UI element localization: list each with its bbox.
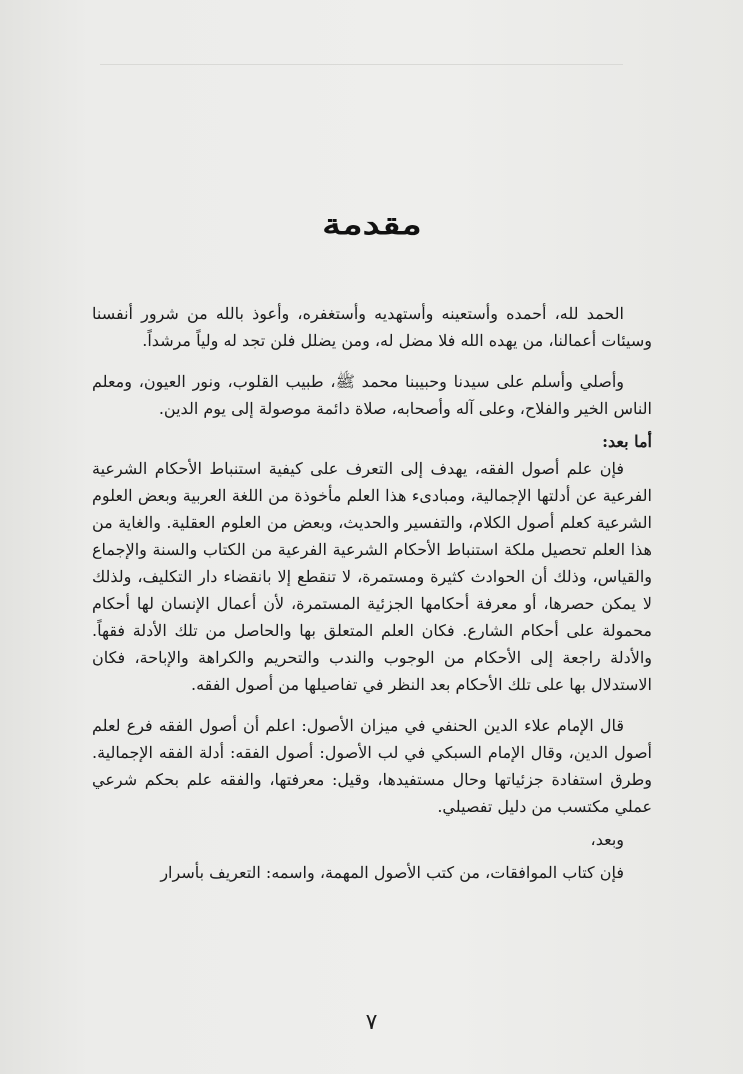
page-number: ٧ xyxy=(365,1010,378,1035)
amma-baad-heading: أما بعد: xyxy=(602,432,652,451)
paragraph-hamd: الحمد لله، أحمده وأستعينه وأستهديه وأستغفره، وأعوذ بالله من شرور أنفسنا وسيئات أعمالنا، من يهده الله فلا مضل له، ومن يضلل فلن تجد له ولياً مرشداً. xyxy=(92,304,652,350)
body-text xyxy=(92,300,652,886)
paragraph-usul-fiqh: فإن علم أصول الفقه، يهدف إلى التعرف على كيفية استنباط الأحكام الشرعية الفرعية عن أدلتها الإجمالية، ومبادىء هذا العلم مأخوذة من اللغة العربية وبعض العلوم الشرعية كعلم أصول الكلام، والتفسير والحديث، وبعض من العلوم العقلية. والغاية من هذا العلم تحصيل ملكة استنباط الأحكام الشرعية الفرعية من الكتاب والسنة والإجماع والقياس، وذلك أن الحوادث كثيرة ومستمرة، لا تنقطع إلا بانقضاء دار التكليف، ولذلك لا يمكن حصرها، أو معرفة أحكامها الجزئية المستمرة، لأن أعمال الإنسان لها أحكام محمولة على أحكام الشارع. فكان العلم المتعلق بها والحاصل من تلك الأدلة فقهاً. والأدلة راجعة إلى الأحكام من الوجوب والندب والتحريم والكراهة والإباحة، فكان الاستدلال بها على تلك الأحكام بعد النظر في تفاصيلها من أصول الفقه. xyxy=(92,459,652,694)
bleed-through-rule xyxy=(100,64,623,65)
page-title xyxy=(0,208,743,241)
page-title-text: مقدمة xyxy=(321,208,422,241)
paragraph-wa-baad: وبعد، xyxy=(590,830,624,849)
paragraph-definitions: قال الإمام علاء الدين الحنفي في ميزان الأصول: اعلم أن أصول الفقه فرع لعلم أصول الدين، وقال الإمام السبكي في لب الأصول: أصول الفقه: أدلة الفقه الإجمالية. وطرق استفادة جزئياتها وحال مستفيدها، وقيل: معرفتها، والفقه علم بحكم شرعي عملي مكتسب من دليل تفصيلي. xyxy=(92,716,652,816)
paragraph-muwafaqat: فإن كتاب الموافقات، من كتب الأصول المهمة، واسمه: التعريف بأسرار xyxy=(160,863,624,882)
paragraph-salat: وأصلي وأسلم على سيدنا وحبيبنا محمد ﷺ، طبيب القلوب، ونور العيون، ومعلم الناس الخير والفلاح، وعلى آله وأصحابه، صلاة دائمة موصولة إلى يوم الدين. xyxy=(92,372,652,418)
